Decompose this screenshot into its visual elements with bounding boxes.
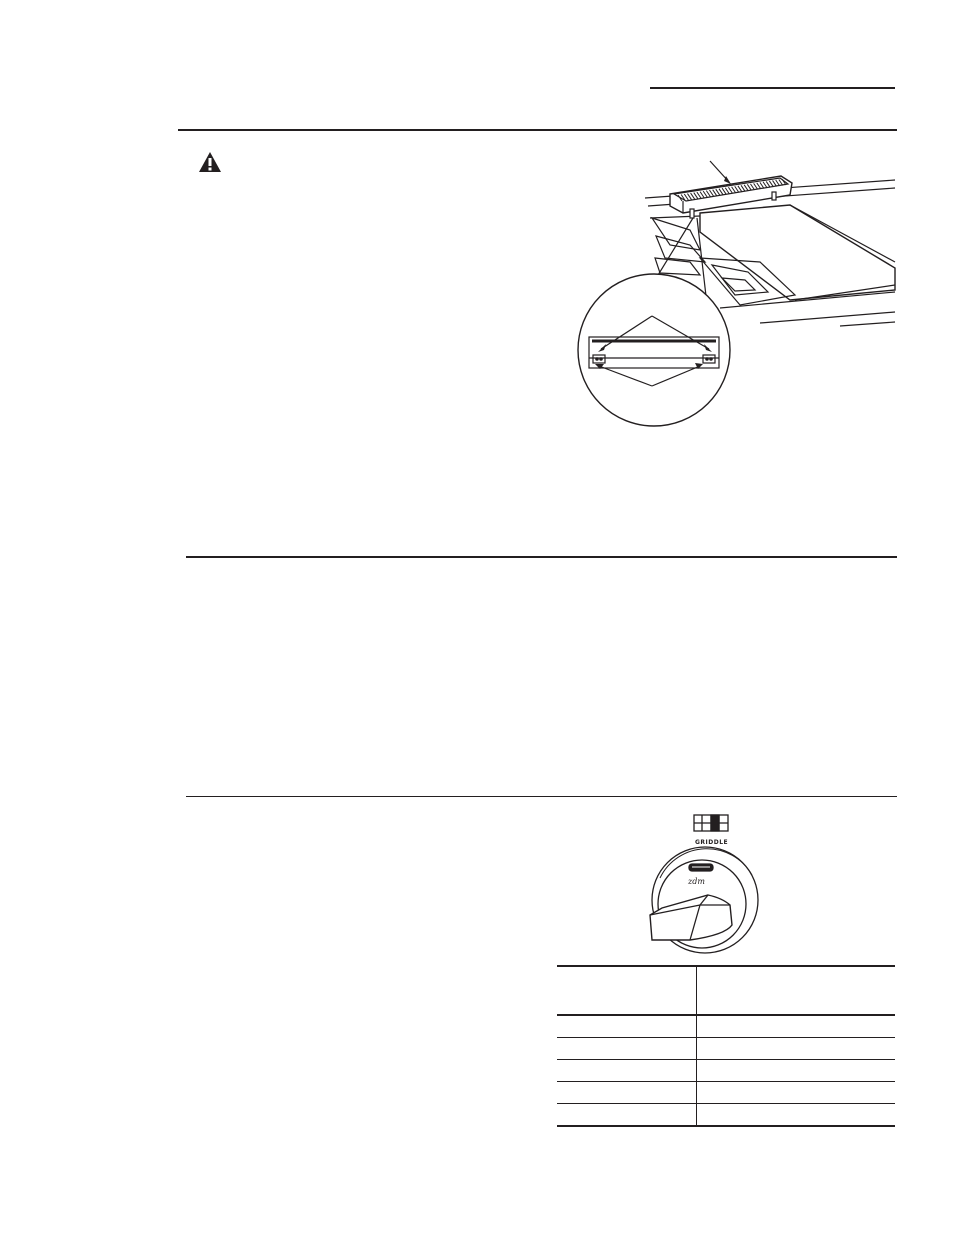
table-cell	[697, 1060, 896, 1082]
griddle-settings-table	[557, 965, 895, 1127]
table-row	[557, 1015, 895, 1038]
griddle-knob-illustration	[640, 810, 780, 955]
section-divider-1	[178, 129, 897, 131]
table-row	[557, 1060, 895, 1082]
table-cell	[557, 1082, 697, 1104]
table-cell	[697, 1104, 896, 1127]
knob-brand-mark: zdm	[688, 877, 705, 886]
table-cell	[557, 1038, 697, 1060]
section-divider-3	[186, 796, 897, 797]
table-cell	[557, 1060, 697, 1082]
table-header-cell	[557, 966, 697, 1015]
table-row	[557, 1104, 895, 1127]
table-row	[557, 1082, 895, 1104]
table-cell	[697, 1082, 896, 1104]
griddle-vent-illustration	[560, 150, 905, 440]
table-cell	[697, 1015, 896, 1038]
section-divider-2	[186, 556, 897, 558]
table-cell	[557, 1104, 697, 1127]
table-cell	[697, 1038, 896, 1060]
table-cell	[557, 1015, 697, 1038]
warning-icon	[198, 151, 222, 173]
table-row	[557, 1038, 895, 1060]
table-header-cell	[697, 966, 896, 1015]
knob-label: GRIDDLE	[695, 839, 729, 846]
header-rule	[650, 87, 895, 89]
table-header-row	[557, 966, 895, 1015]
